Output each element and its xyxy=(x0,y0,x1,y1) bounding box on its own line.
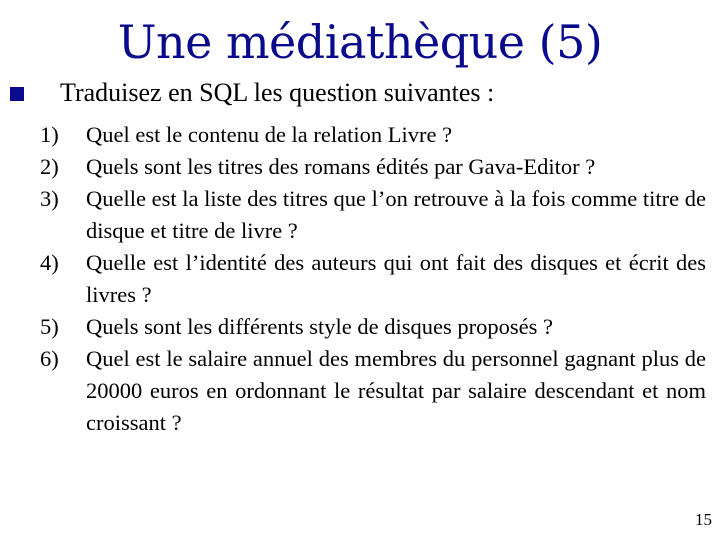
question-item xyxy=(40,311,706,343)
question-text: Quel est le contenu de la relation Livre ? xyxy=(86,122,453,147)
bullet-text: Traduisez en SQL les question suivantes : xyxy=(60,78,495,107)
question-number: 6) xyxy=(40,346,59,371)
question-number: 4) xyxy=(40,250,59,275)
question-number: 1) xyxy=(40,122,59,147)
question-text: Quels sont les différents style de disques proposés ? xyxy=(86,314,554,339)
question-text: Quelle est l’identité des auteurs qui ont fait des disques et écrit des livres ? xyxy=(86,250,706,307)
question-item xyxy=(40,183,706,247)
question-item xyxy=(40,151,706,183)
page-number: 15 xyxy=(695,510,712,529)
square-bullet-icon xyxy=(10,87,24,101)
question-number: 2) xyxy=(40,154,59,179)
question-text: Quels sont les titres des romans édités par Gava-Editor ? xyxy=(86,154,596,179)
question-item xyxy=(40,247,706,311)
question-number: 3) xyxy=(40,186,59,211)
question-text: Quelle est la liste des titres que l’on retrouve à la fois comme titre de disque et titre de livre ? xyxy=(86,186,706,243)
question-item xyxy=(40,119,706,151)
bullet-row xyxy=(10,77,710,111)
question-text: Quel est le salaire annuel des membres du personnel gagnant plus de 20000 euros en ordonnant le résultat par salaire descendant et nom croissant ? xyxy=(86,346,706,435)
question-list xyxy=(40,119,706,439)
question-item xyxy=(40,343,706,439)
slide-title: Une médiathèque (5) xyxy=(117,15,603,69)
question-number: 5) xyxy=(40,314,59,339)
